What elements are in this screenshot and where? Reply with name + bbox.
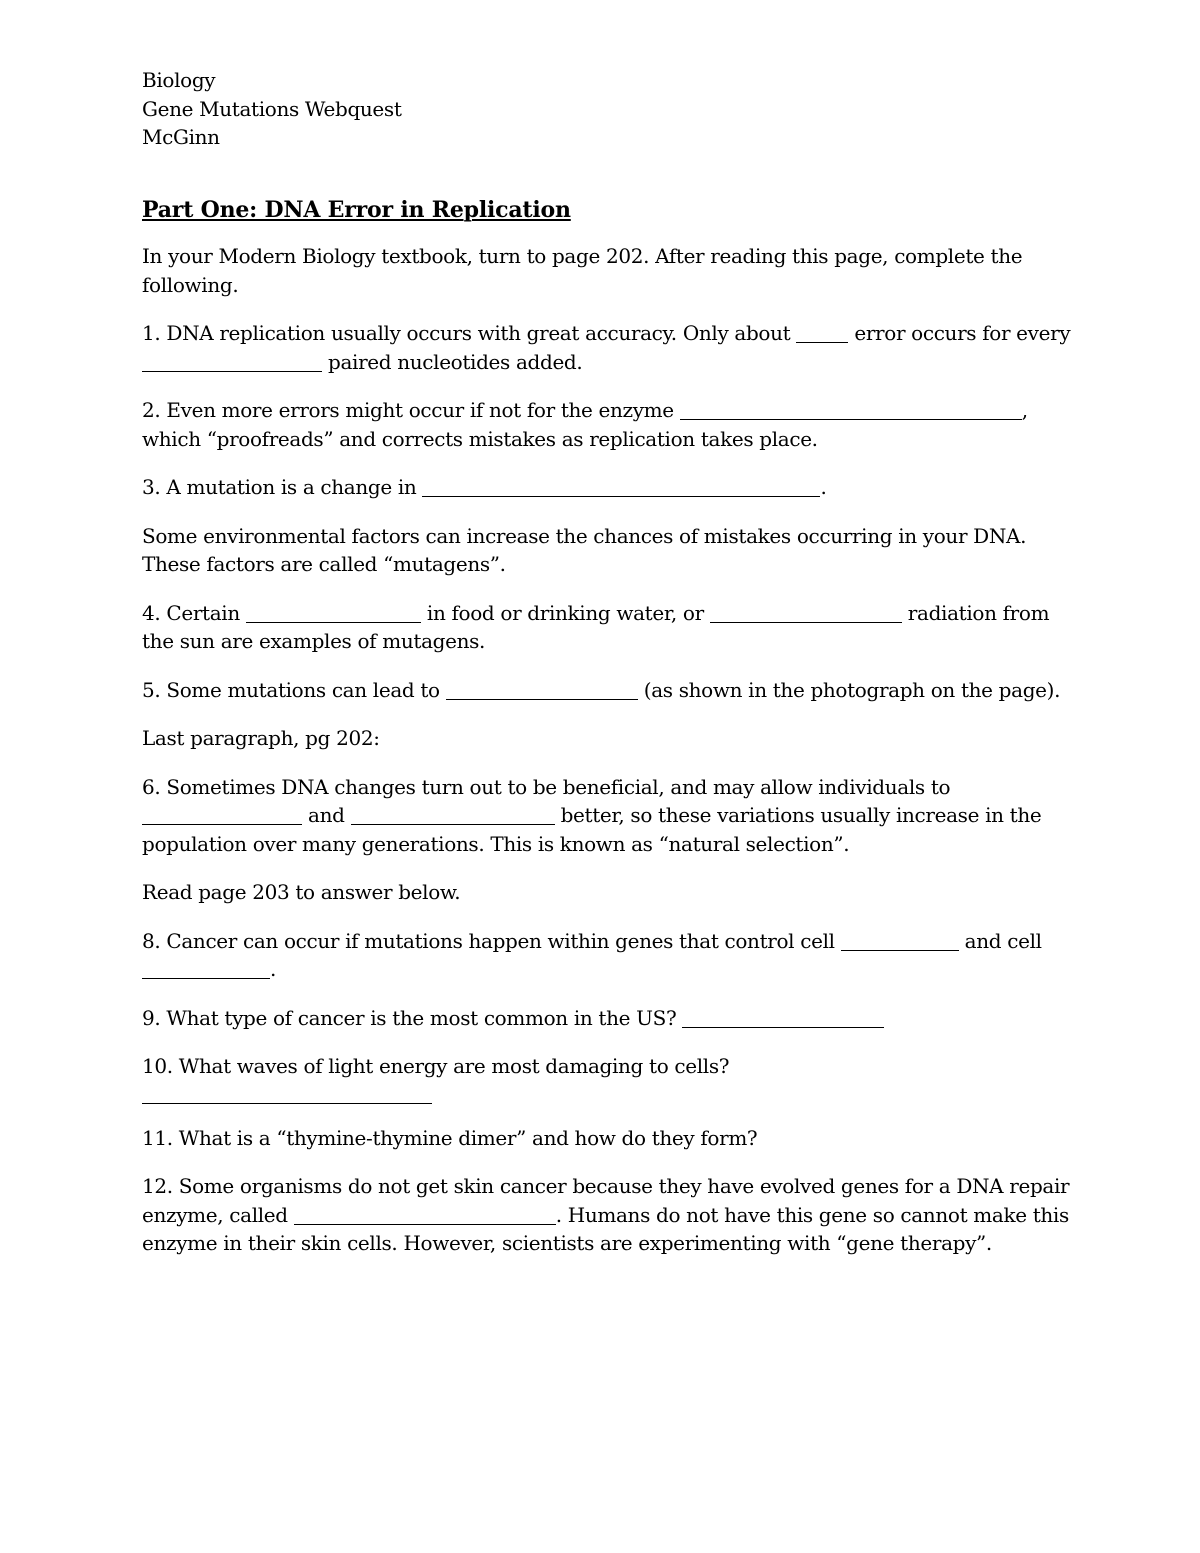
question-3-text-b: . [820, 475, 827, 499]
question-6-text-a: 6. Sometimes DNA changes turn out to be beneficial, and may allow individuals to [142, 774, 951, 799]
question-5-text-a: 5. Some mutations can lead to [142, 677, 446, 702]
question-4-text-a: 4. Certain [142, 600, 246, 625]
question-4 [142, 599, 1072, 656]
course-name: Biology [142, 68, 216, 92]
part-one-heading: Part One: DNA Error in Replication [142, 196, 571, 223]
question-3 [142, 473, 1072, 502]
question-2-text-b: , which “proofreads” and corrects mistakes as replication takes place. [142, 398, 1028, 451]
teacher-name: McGinn [142, 125, 220, 149]
worksheet-page [142, 66, 1072, 1278]
question-9-text: 9. What type of cancer is the most common in the US? [142, 1005, 683, 1030]
question-8-text-c: . [270, 957, 277, 981]
question-1-text-a: 1. DNA replication usually occurs with great accuracy. Only about [142, 321, 797, 345]
question-2-text-a: 2. Even more errors might occur if not for the enzyme [142, 398, 680, 422]
question-4-text-b: in food or drinking water, or [420, 600, 710, 625]
answer-blank-8a[interactable] [841, 930, 959, 951]
question-4-text-c: radiation from the sun are examples of mutagens. [142, 600, 1050, 653]
read-page-203: Read page 203 to answer below. [142, 880, 461, 904]
question-5 [142, 676, 1072, 705]
answer-blank-9[interactable] [682, 1007, 884, 1028]
question-12 [142, 1172, 1072, 1258]
question-10 [142, 1052, 1072, 1104]
question-8-text-b: and cell [958, 928, 1042, 953]
answer-blank-5[interactable] [446, 679, 638, 700]
question-6 [142, 773, 1072, 859]
question-6-text-c: better, so these variations usually increase in the population over many generations. This is known as “natural selection”. [142, 803, 1042, 856]
document-header [142, 66, 1072, 152]
answer-blank-6b[interactable] [351, 804, 555, 825]
answer-blank-1b[interactable] [142, 351, 322, 372]
question-1-text-b: error occurs for every [848, 321, 1071, 345]
answer-blank-2b[interactable] [784, 399, 1022, 420]
question-12-text-a: 12. Some organisms do not get skin cancer because they have evolved genes for a DNA repair enzyme, called [142, 1174, 1070, 1227]
intro-paragraph: In your Modern Biology textbook, turn to page 202. After reading this page, complete the following. [142, 244, 1023, 297]
answer-blank-1a[interactable] [796, 322, 848, 343]
question-11: 11. What is a “thymine-thymine dimer” and how do they form? [142, 1125, 758, 1150]
question-8 [142, 927, 1072, 984]
answer-blank-8b[interactable] [142, 958, 270, 979]
question-1 [142, 319, 1072, 376]
mutagen-note: Some environmental factors can increase the chances of mistakes occurring in your DNA. These factors are called “mutagens”. [142, 523, 1027, 576]
answer-blank-4a[interactable] [246, 602, 421, 623]
question-9 [142, 1004, 1072, 1033]
answer-blank-3[interactable] [422, 476, 820, 497]
answer-blank-4b[interactable] [710, 602, 902, 623]
question-2 [142, 396, 1072, 453]
question-6-text-b: and [302, 803, 351, 827]
answer-blank-10[interactable] [142, 1085, 432, 1104]
worksheet-title: Gene Mutations Webquest [142, 96, 402, 121]
answer-blank-2a[interactable] [680, 399, 784, 420]
question-8-text-a: 8. Cancer can occur if mutations happen within genes that control cell [142, 928, 841, 953]
question-5-text-b: (as shown in the photograph on the page). [637, 677, 1061, 702]
question-12-text-b: . Humans do not have this gene so cannot make this enzyme in their skin cells. However, scientists are experimenting with “gene therapy”. [142, 1202, 1069, 1255]
answer-blank-6a[interactable] [142, 804, 302, 825]
question-3-text-a: 3. A mutation is a change in [142, 475, 423, 499]
last-paragraph-label: Last paragraph, pg 202: [142, 726, 380, 750]
question-10-text: 10. What waves of light energy are most damaging to cells? [142, 1054, 730, 1078]
question-1-text-c: paired nucleotides added. [322, 349, 583, 374]
answer-blank-12[interactable] [294, 1204, 556, 1225]
